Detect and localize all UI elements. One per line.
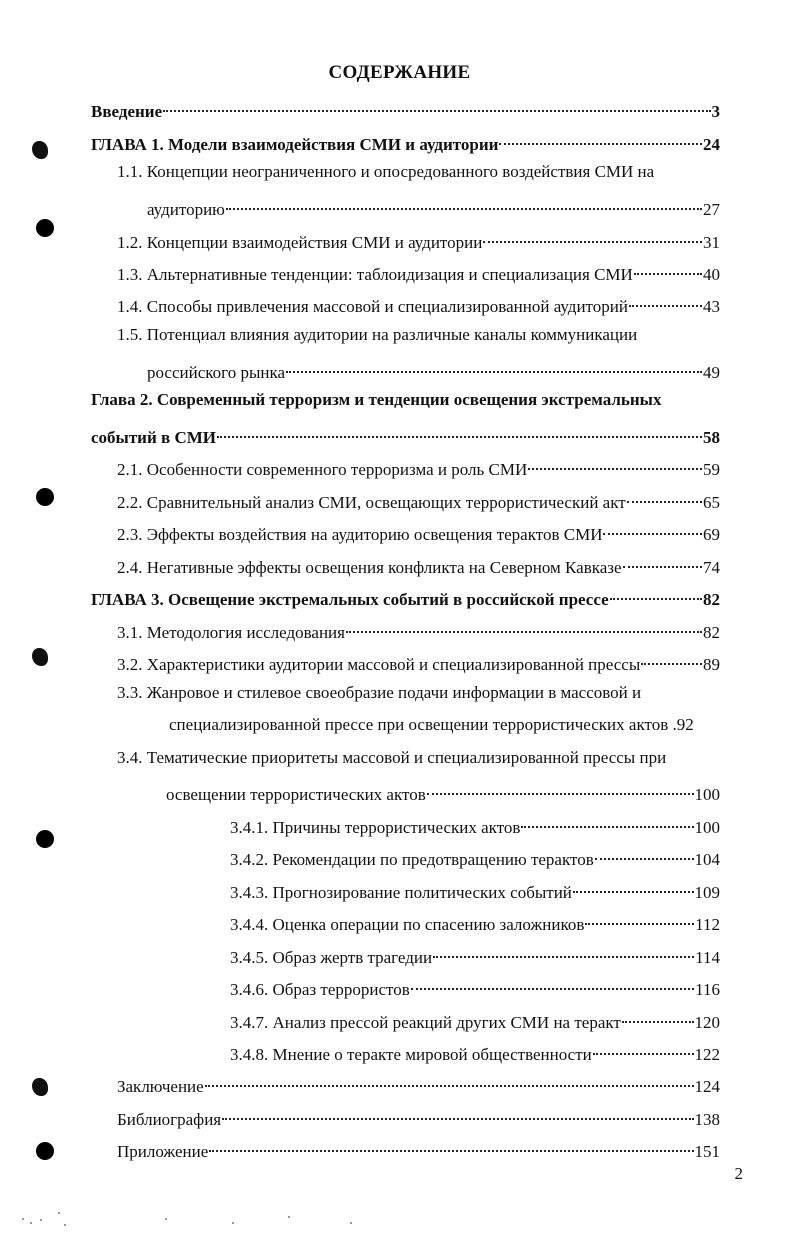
toc-entry-2-3: 2.3. Эффекты воздействия на аудиторию освещения терактов СМИ 69 (117, 518, 720, 542)
toc-entry-2-1: 2.1. Особенности современного терроризма и роль СМИ 59 (117, 453, 720, 477)
scan-speck (22, 1218, 24, 1220)
toc-entry-3-4-1: 3.4.1. Причины террористических актов 100 (230, 811, 720, 835)
binder-hole-mark (36, 219, 54, 237)
toc-entry-introduction: Введение 3 (91, 95, 720, 119)
binder-hole-mark (32, 648, 48, 666)
toc-entry-1-1-line2: аудиторию 27 (147, 193, 720, 217)
toc-entry-chapter-2-line1: Глава 2. Современный терроризм и тенденции освещения экстремальных (91, 390, 662, 409)
toc-entry-3-3-line1: 3.3. Жанровое и стилевое своеобразие подачи информации в массовой и (117, 683, 642, 702)
toc-entry-3-4-8: 3.4.8. Мнение о теракте мировой общественности 122 (230, 1038, 720, 1062)
toc-entry-3-4-3: 3.4.3. Прогнозирование политических событий 109 (230, 876, 720, 900)
toc-entry-3-4-6: 3.4.6. Образ террористов 116 (230, 973, 720, 997)
toc-entry-3-4-7: 3.4.7. Анализ прессой реакций других СМИ на теракт 120 (230, 1006, 720, 1030)
binder-hole-mark (36, 1142, 54, 1160)
toc-entry-3-4-line1: 3.4. Тематические приоритеты массовой и специализированной прессы при (117, 748, 667, 767)
scan-speck (288, 1216, 290, 1218)
toc-entry-3-3-line2: специализированной прессе при освещении террористических актов .92 (169, 715, 694, 734)
scan-speck (232, 1222, 234, 1224)
page-number: 2 (734, 1164, 743, 1183)
binder-hole-mark (36, 830, 54, 848)
toc-entry-1-3: 1.3. Альтернативные тенденции: таблоидизация и специализация СМИ 40 (117, 258, 720, 282)
toc-entry-1-1-line1: 1.1. Концепции неограниченного и опосредованного воздействия СМИ на (117, 162, 655, 181)
toc-entry-3-4-5: 3.4.5. Образ жертв трагедии 114 (230, 941, 720, 965)
toc-entry-2-4: 2.4. Негативные эффекты освещения конфликта на Северном Кавказе 74 (117, 551, 720, 575)
toc-entry-3-2: 3.2. Характеристики аудитории массовой и специализированной прессы 89 (117, 648, 720, 672)
toc-entry-2-2: 2.2. Сравнительный анализ СМИ, освещающих террористический акт 65 (117, 486, 720, 510)
binder-hole-mark (32, 1078, 48, 1096)
toc-entry-1-5-line1: 1.5. Потенциал влияния аудитории на различные каналы коммуникации (117, 325, 638, 344)
scan-speck (350, 1222, 352, 1224)
scan-speck (30, 1222, 32, 1224)
scan-speck (64, 1224, 66, 1226)
toc-entry-bibliography: Библиография 138 (117, 1103, 720, 1127)
toc-entry-1-2: 1.2. Концепции взаимодействия СМИ и аудитории 31 (117, 226, 720, 250)
toc-entry-appendix: Приложение 151 (117, 1135, 720, 1159)
toc-entry-conclusion: Заключение 124 (117, 1070, 720, 1094)
page-title: СОДЕРЖАНИЕ (328, 62, 471, 83)
toc-entry-3-4-4: 3.4.4. Оценка операции по спасению заложников 112 (230, 908, 720, 932)
toc-entry-3-4-line2: освещении террористических актов 100 (166, 778, 720, 802)
scan-speck (40, 1219, 42, 1221)
toc-entry-1-4: 1.4. Способы привлечения массовой и специализированной аудиторий 43 (117, 290, 720, 314)
toc-entry-chapter-3: ГЛАВА 3. Освещение экстремальных событий в российской прессе 82 (91, 583, 720, 607)
binder-hole-mark (32, 141, 48, 159)
scan-speck (165, 1218, 167, 1220)
toc-entry-1-5-line2: российского рынка 49 (147, 356, 720, 380)
scan-speck (58, 1212, 60, 1214)
toc-entry-chapter-2-line2: событий в СМИ 58 (91, 421, 720, 445)
toc-entry-3-1: 3.1. Методология исследования 82 (117, 616, 720, 640)
binder-hole-mark (36, 488, 54, 506)
toc-entry-chapter-1: ГЛАВА 1. Модели взаимодействия СМИ и аудитории 24 (91, 128, 720, 152)
toc-entry-3-4-2: 3.4.2. Рекомендации по предотвращению терактов 104 (230, 843, 720, 867)
